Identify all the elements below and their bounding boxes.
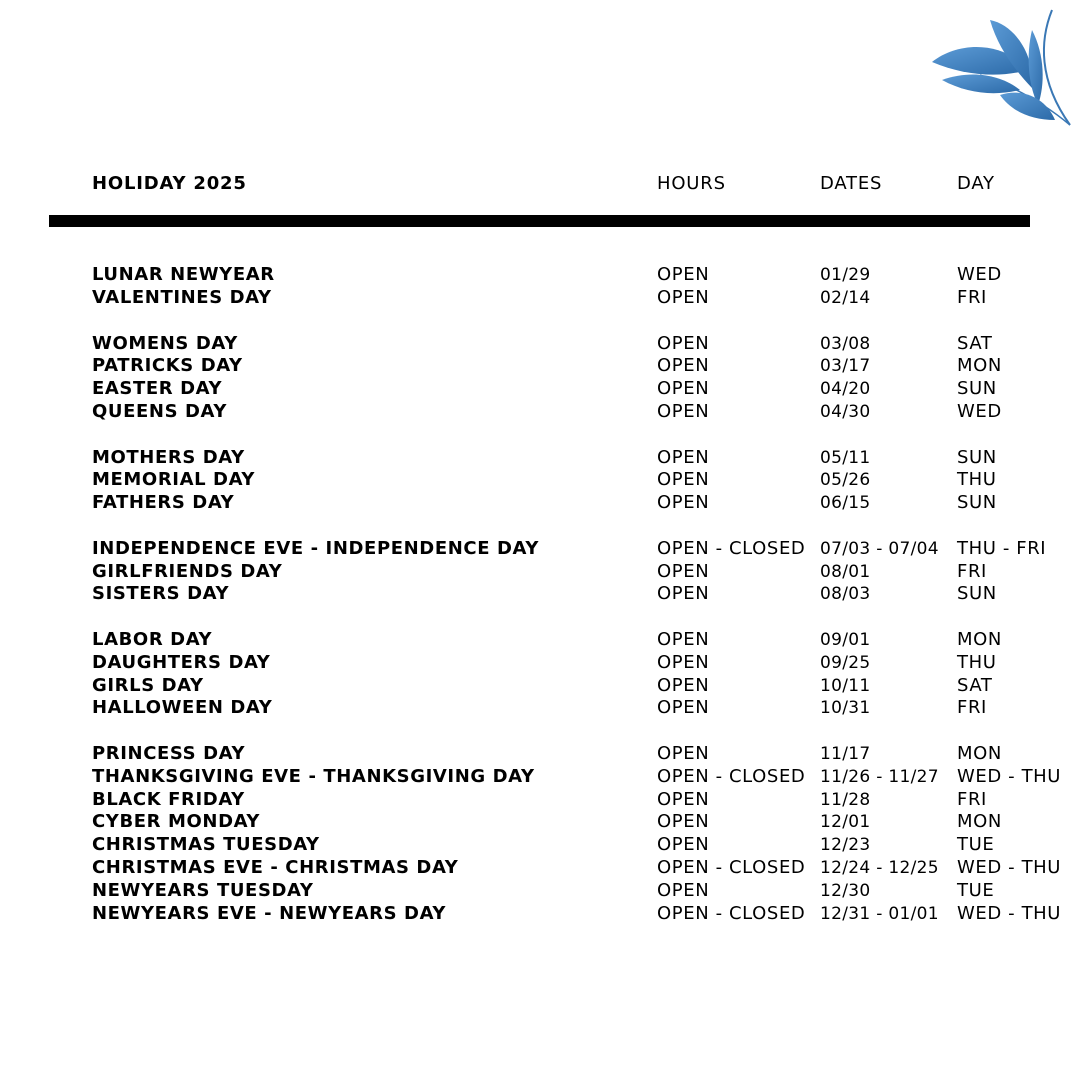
hours-cell: OPEN xyxy=(657,492,710,513)
table-row xyxy=(0,789,1080,811)
hours-cell: OPEN xyxy=(657,675,710,696)
hours-cell: OPEN xyxy=(657,333,710,354)
day-cell: SAT xyxy=(957,675,993,696)
table-row xyxy=(0,857,1080,879)
day-cell: WED xyxy=(957,264,1002,285)
header-dates: DATES xyxy=(820,173,883,194)
holiday-name: QUEENS DAY xyxy=(92,401,227,422)
hours-cell: OPEN xyxy=(657,652,710,673)
dates-cell: 09/01 xyxy=(820,630,871,650)
table-row xyxy=(0,811,1080,833)
hours-cell: OPEN xyxy=(657,834,710,855)
table-row xyxy=(0,903,1080,925)
day-cell: SUN xyxy=(957,583,997,604)
holiday-name: CHRISTMAS TUESDAY xyxy=(92,834,320,855)
hours-cell: OPEN xyxy=(657,355,710,376)
holiday-name: WOMENS DAY xyxy=(92,333,238,354)
holiday-name: NEWYEARS EVE - NEWYEARS DAY xyxy=(92,903,447,924)
dates-cell: 12/01 xyxy=(820,812,871,832)
table-row xyxy=(0,629,1080,651)
day-cell: FRI xyxy=(957,287,987,308)
holiday-name: EASTER DAY xyxy=(92,378,223,399)
header-day: DAY xyxy=(957,173,995,194)
hours-cell: OPEN xyxy=(657,447,710,468)
holiday-name: FATHERS DAY xyxy=(92,492,235,513)
table-row xyxy=(0,675,1080,697)
dates-cell: 02/14 xyxy=(820,288,871,308)
table-row xyxy=(0,469,1080,491)
day-cell: THU - FRI xyxy=(957,538,1047,559)
dates-cell: 01/29 xyxy=(820,265,871,285)
day-cell: MON xyxy=(957,629,1002,650)
table-row xyxy=(0,378,1080,400)
dates-cell: 08/01 xyxy=(820,562,871,582)
holiday-name: LUNAR NEWYEAR xyxy=(92,264,275,285)
dates-cell: 11/26 - 11/27 xyxy=(820,767,939,787)
dates-cell: 06/15 xyxy=(820,493,871,513)
day-cell: THU xyxy=(957,652,997,673)
holiday-name: NEWYEARS TUESDAY xyxy=(92,880,314,901)
holiday-name: VALENTINES DAY xyxy=(92,287,272,308)
day-cell: FRI xyxy=(957,789,987,810)
logo-leaf xyxy=(920,0,1080,150)
day-cell: MON xyxy=(957,355,1002,376)
day-cell: WED - THU xyxy=(957,766,1062,787)
hours-cell: OPEN xyxy=(657,561,710,582)
hours-cell: OPEN xyxy=(657,583,710,604)
day-cell: SAT xyxy=(957,333,993,354)
table-row xyxy=(0,264,1080,286)
hours-cell: OPEN xyxy=(657,789,710,810)
day-cell: WED xyxy=(957,401,1002,422)
holiday-name: PATRICKS DAY xyxy=(92,355,243,376)
holiday-name: LABOR DAY xyxy=(92,629,213,650)
holiday-name: MOTHERS DAY xyxy=(92,447,245,468)
hours-cell: OPEN xyxy=(657,880,710,901)
holiday-name: PRINCESS DAY xyxy=(92,743,246,764)
header-hours: HOURS xyxy=(657,173,726,194)
dates-cell: 05/11 xyxy=(820,448,871,468)
header-holiday: HOLIDAY 2025 xyxy=(92,173,247,194)
table-row xyxy=(0,492,1080,514)
day-cell: FRI xyxy=(957,561,987,582)
table-row xyxy=(0,766,1080,788)
header-divider xyxy=(49,215,1030,227)
hours-cell: OPEN - CLOSED xyxy=(657,903,806,924)
hours-cell: OPEN - CLOSED xyxy=(657,538,806,559)
holiday-name: INDEPENDENCE EVE - INDEPENDENCE DAY xyxy=(92,538,539,559)
holiday-name: GIRLFRIENDS DAY xyxy=(92,561,283,582)
dates-cell: 10/11 xyxy=(820,676,871,696)
hours-cell: OPEN xyxy=(657,629,710,650)
day-cell: WED - THU xyxy=(957,903,1062,924)
dates-cell: 12/23 xyxy=(820,835,871,855)
table-row xyxy=(0,401,1080,423)
table-row xyxy=(0,834,1080,856)
holiday-name: MEMORIAL DAY xyxy=(92,469,256,490)
dates-cell: 11/17 xyxy=(820,744,871,764)
hours-cell: OPEN - CLOSED xyxy=(657,766,806,787)
dates-cell: 04/30 xyxy=(820,402,871,422)
holiday-name: GIRLS DAY xyxy=(92,675,204,696)
hours-cell: OPEN xyxy=(657,287,710,308)
leaf-icon xyxy=(920,0,1080,150)
dates-cell: 03/08 xyxy=(820,334,871,354)
dates-cell: 03/17 xyxy=(820,356,871,376)
holiday-name: DAUGHTERS DAY xyxy=(92,652,271,673)
hours-cell: OPEN xyxy=(657,264,710,285)
day-cell: FRI xyxy=(957,697,987,718)
holiday-name: SISTERS DAY xyxy=(92,583,230,604)
table-row xyxy=(0,583,1080,605)
day-cell: TUE xyxy=(957,880,995,901)
table-row xyxy=(0,561,1080,583)
dates-cell: 04/20 xyxy=(820,379,871,399)
dates-cell: 12/31 - 01/01 xyxy=(820,904,939,924)
table-row xyxy=(0,447,1080,469)
day-cell: SUN xyxy=(957,492,997,513)
table-row xyxy=(0,697,1080,719)
table-header xyxy=(0,173,1080,197)
holiday-name: CHRISTMAS EVE - CHRISTMAS DAY xyxy=(92,857,459,878)
hours-cell: OPEN xyxy=(657,811,710,832)
hours-cell: OPEN xyxy=(657,378,710,399)
dates-cell: 12/30 xyxy=(820,881,871,901)
table-row xyxy=(0,880,1080,902)
day-cell: MON xyxy=(957,811,1002,832)
dates-cell: 11/28 xyxy=(820,790,871,810)
day-cell: WED - THU xyxy=(957,857,1062,878)
table-row xyxy=(0,538,1080,560)
holiday-name: BLACK FRIDAY xyxy=(92,789,245,810)
day-cell: MON xyxy=(957,743,1002,764)
day-cell: TUE xyxy=(957,834,995,855)
dates-cell: 10/31 xyxy=(820,698,871,718)
table-row xyxy=(0,743,1080,765)
hours-cell: OPEN xyxy=(657,697,710,718)
holiday-name: THANKSGIVING EVE - THANKSGIVING DAY xyxy=(92,766,535,787)
hours-cell: OPEN - CLOSED xyxy=(657,857,806,878)
dates-cell: 08/03 xyxy=(820,584,871,604)
table-row xyxy=(0,652,1080,674)
dates-cell: 07/03 - 07/04 xyxy=(820,539,939,559)
day-cell: THU xyxy=(957,469,997,490)
table-row xyxy=(0,287,1080,309)
dates-cell: 05/26 xyxy=(820,470,871,490)
hours-cell: OPEN xyxy=(657,401,710,422)
dates-cell: 09/25 xyxy=(820,653,871,673)
table-row xyxy=(0,333,1080,355)
holiday-name: HALLOWEEN DAY xyxy=(92,697,273,718)
holiday-name: CYBER MONDAY xyxy=(92,811,261,832)
dates-cell: 12/24 - 12/25 xyxy=(820,858,939,878)
day-cell: SUN xyxy=(957,447,997,468)
hours-cell: OPEN xyxy=(657,743,710,764)
day-cell: SUN xyxy=(957,378,997,399)
hours-cell: OPEN xyxy=(657,469,710,490)
table-row xyxy=(0,355,1080,377)
